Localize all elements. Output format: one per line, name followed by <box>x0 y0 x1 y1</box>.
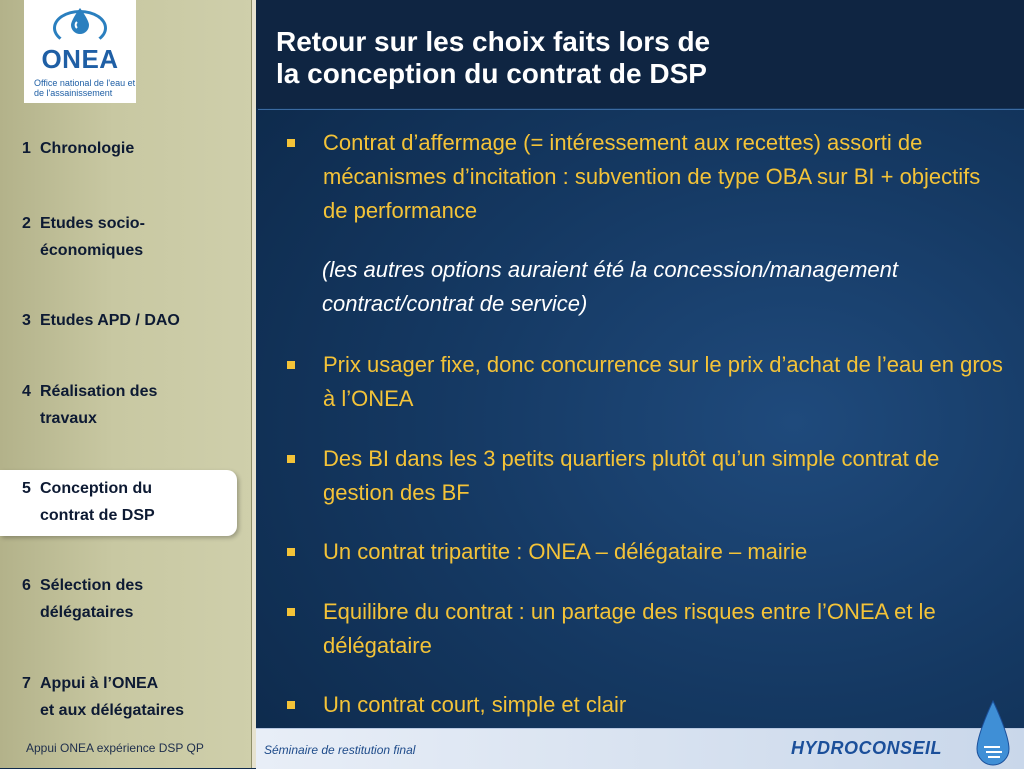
nav-label: Réalisation des travaux <box>40 383 158 427</box>
nav-label: Etudes APD / DAO <box>40 312 180 329</box>
content-divider <box>258 109 1024 110</box>
nav-label: Etudes socio- économiques <box>40 215 145 259</box>
title-band <box>256 0 1024 108</box>
footer-bar <box>256 728 1024 769</box>
main-content <box>256 0 1024 768</box>
nav-number: 5 <box>22 480 31 497</box>
square-bullet-icon <box>287 608 295 616</box>
nav-label: Appui à l’ONEA et aux délégataires <box>40 675 185 719</box>
page-title: Retour sur les choix faits lors de la conception du contrat de DSP <box>276 26 711 89</box>
nav-label: Chronologie <box>40 140 135 157</box>
nav-number: 7 <box>22 675 31 692</box>
square-bullet-icon <box>287 548 295 556</box>
nav-number: 1 <box>22 140 31 157</box>
bullet-text: Equilibre du contrat : un partage des risques entre l’ONEA et le délégataire <box>323 599 936 658</box>
logo-subtitle: Office national de l'eau et de l'assainissement <box>34 78 136 98</box>
logo-title: ONEA <box>41 44 119 74</box>
hydroconseil-brand: HYDROCONSEIL <box>791 738 943 758</box>
nav-number: 6 <box>22 577 31 594</box>
square-bullet-icon <box>287 139 295 147</box>
bullet-text: Prix usager fixe, donc concurrence sur le prix d’achat de l’eau en gros à l’ONEA <box>323 352 1003 411</box>
sidebar-footer: Appui ONEA expérience DSP QP <box>26 741 204 755</box>
footer-seminar-text: Séminaire de restitution final <box>264 743 416 757</box>
nav-number: 4 <box>22 383 31 400</box>
water-drop-icon <box>71 8 89 34</box>
nav-item-etudes-socio[interactable] <box>22 210 242 291</box>
nav-label: Sélection des délégataires <box>40 577 144 621</box>
bullet-text: Un contrat tripartite : ONEA – délégataire – mairie <box>323 539 808 564</box>
onea-logo <box>24 0 136 103</box>
note-text: (les autres options auraient été la concession/management contract/contrat de service) <box>322 257 899 316</box>
nav-label: Conception du contrat de DSP <box>40 480 155 524</box>
water-drop-icon <box>974 699 1012 769</box>
square-bullet-icon <box>287 361 295 369</box>
sidebar <box>0 0 253 768</box>
bullet-text: Contrat d’affermage (= intéressement aux recettes) assorti de mécanismes d’incitation : subvention de type OBA sur BI + objectifs de performance <box>323 130 981 223</box>
square-bullet-icon <box>287 701 295 709</box>
nav-number: 2 <box>22 215 31 232</box>
bullet-text: Un contrat court, simple et clair <box>323 692 627 717</box>
square-bullet-icon <box>287 455 295 463</box>
bullet-text: Des BI dans les 3 petits quartiers plutôt qu’un simple contrat de gestion des BF <box>323 446 940 505</box>
nav-number: 3 <box>22 312 31 329</box>
